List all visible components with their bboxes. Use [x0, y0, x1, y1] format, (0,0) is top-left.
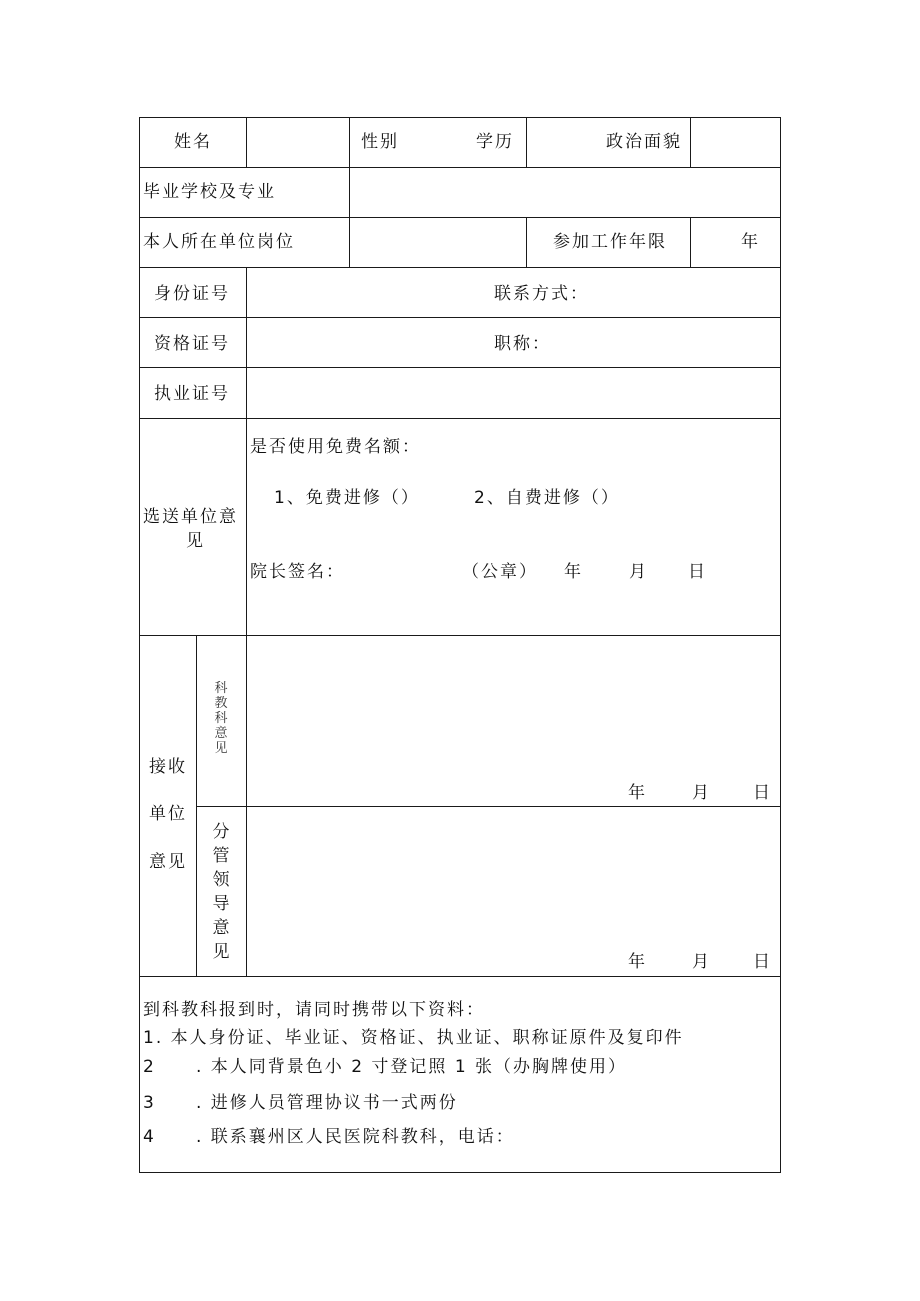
notes-item-3-number: 3 — [143, 1093, 156, 1113]
work-years-unit: 年 — [741, 232, 760, 252]
name-label: 姓名 — [174, 132, 212, 152]
qualification-label: 资格证号 — [154, 334, 230, 354]
leader-opinion-label: 分管领导意见 — [212, 822, 230, 962]
post-field[interactable] — [350, 218, 525, 266]
receiving-label-line3: 意见 — [149, 852, 187, 872]
table-border-left — [139, 117, 140, 1173]
row-divider — [139, 976, 781, 977]
license-field[interactable] — [247, 368, 779, 417]
sending-day: 日 — [688, 562, 707, 582]
free-quota-question: 是否使用免费名额： — [250, 437, 421, 457]
row-divider — [139, 418, 781, 419]
table-border-top — [139, 117, 781, 118]
row-divider — [139, 267, 781, 268]
receiving-label-line1: 接收 — [149, 757, 187, 777]
table-border-right — [780, 117, 781, 1173]
free-study-option[interactable]: 1、免费进修（） — [274, 488, 420, 508]
col-divider — [526, 217, 527, 268]
science-dept-month: 月 — [692, 783, 711, 803]
science-dept-year: 年 — [628, 783, 647, 803]
sending-month: 月 — [629, 562, 648, 582]
self-paid-option[interactable]: 2、自费进修（） — [474, 488, 620, 508]
license-label: 执业证号 — [154, 384, 230, 404]
school-label: 毕业学校及专业 — [143, 182, 276, 202]
science-dept-day: 日 — [753, 783, 772, 803]
receiving-label-line2: 单位 — [149, 804, 187, 824]
notes-item-2: . 本人同背景色小 2 寸登记照 1 张（办胸牌使用） — [196, 1057, 628, 1077]
gender-label: 性别 — [361, 132, 399, 152]
politics-label: 政治面貌 — [606, 132, 682, 152]
sending-label-line1: 选送单位意 — [143, 507, 238, 527]
col-divider — [526, 117, 527, 168]
leader-year: 年 — [628, 952, 647, 972]
science-dept-opinion-label: 科教科意见 — [214, 681, 228, 756]
post-label: 本人所在单位岗位 — [143, 232, 295, 252]
politics-field[interactable] — [691, 118, 779, 166]
director-signature-label: 院长签名： — [250, 562, 345, 582]
id-label: 身份证号 — [154, 284, 230, 304]
sending-year: 年 — [564, 562, 583, 582]
notes-item-2-number: 2 — [143, 1057, 156, 1077]
notes-item-1: 1. 本人身份证、毕业证、资格证、执业证、职称证原件及复印件 — [143, 1028, 684, 1048]
leader-opinion-field[interactable] — [247, 807, 779, 975]
science-dept-opinion-field[interactable] — [247, 636, 779, 805]
table-border-bottom — [139, 1172, 781, 1173]
leader-day: 日 — [753, 952, 772, 972]
notes-intro: 到科教科报到时，请同时携带以下资料： — [143, 1000, 485, 1020]
notes-item-4: . 联系襄州区人民医院科教科，电话： — [196, 1127, 515, 1147]
work-years-label: 参加工作年限 — [553, 232, 667, 252]
leader-month: 月 — [692, 952, 711, 972]
name-field[interactable] — [247, 118, 348, 166]
official-seal-label: （公章） — [462, 562, 538, 582]
school-field[interactable] — [350, 168, 779, 216]
notes-item-4-number: 4 — [143, 1127, 156, 1147]
col-divider — [690, 217, 691, 268]
education-label: 学历 — [476, 132, 514, 152]
title-label: 职称： — [494, 334, 551, 354]
row-divider — [139, 317, 781, 318]
contact-label: 联系方式： — [494, 284, 589, 304]
col-divider — [196, 635, 197, 977]
sending-label-line2: 见 — [186, 531, 205, 551]
notes-item-3: . 进修人员管理协议书一式两份 — [196, 1093, 458, 1113]
